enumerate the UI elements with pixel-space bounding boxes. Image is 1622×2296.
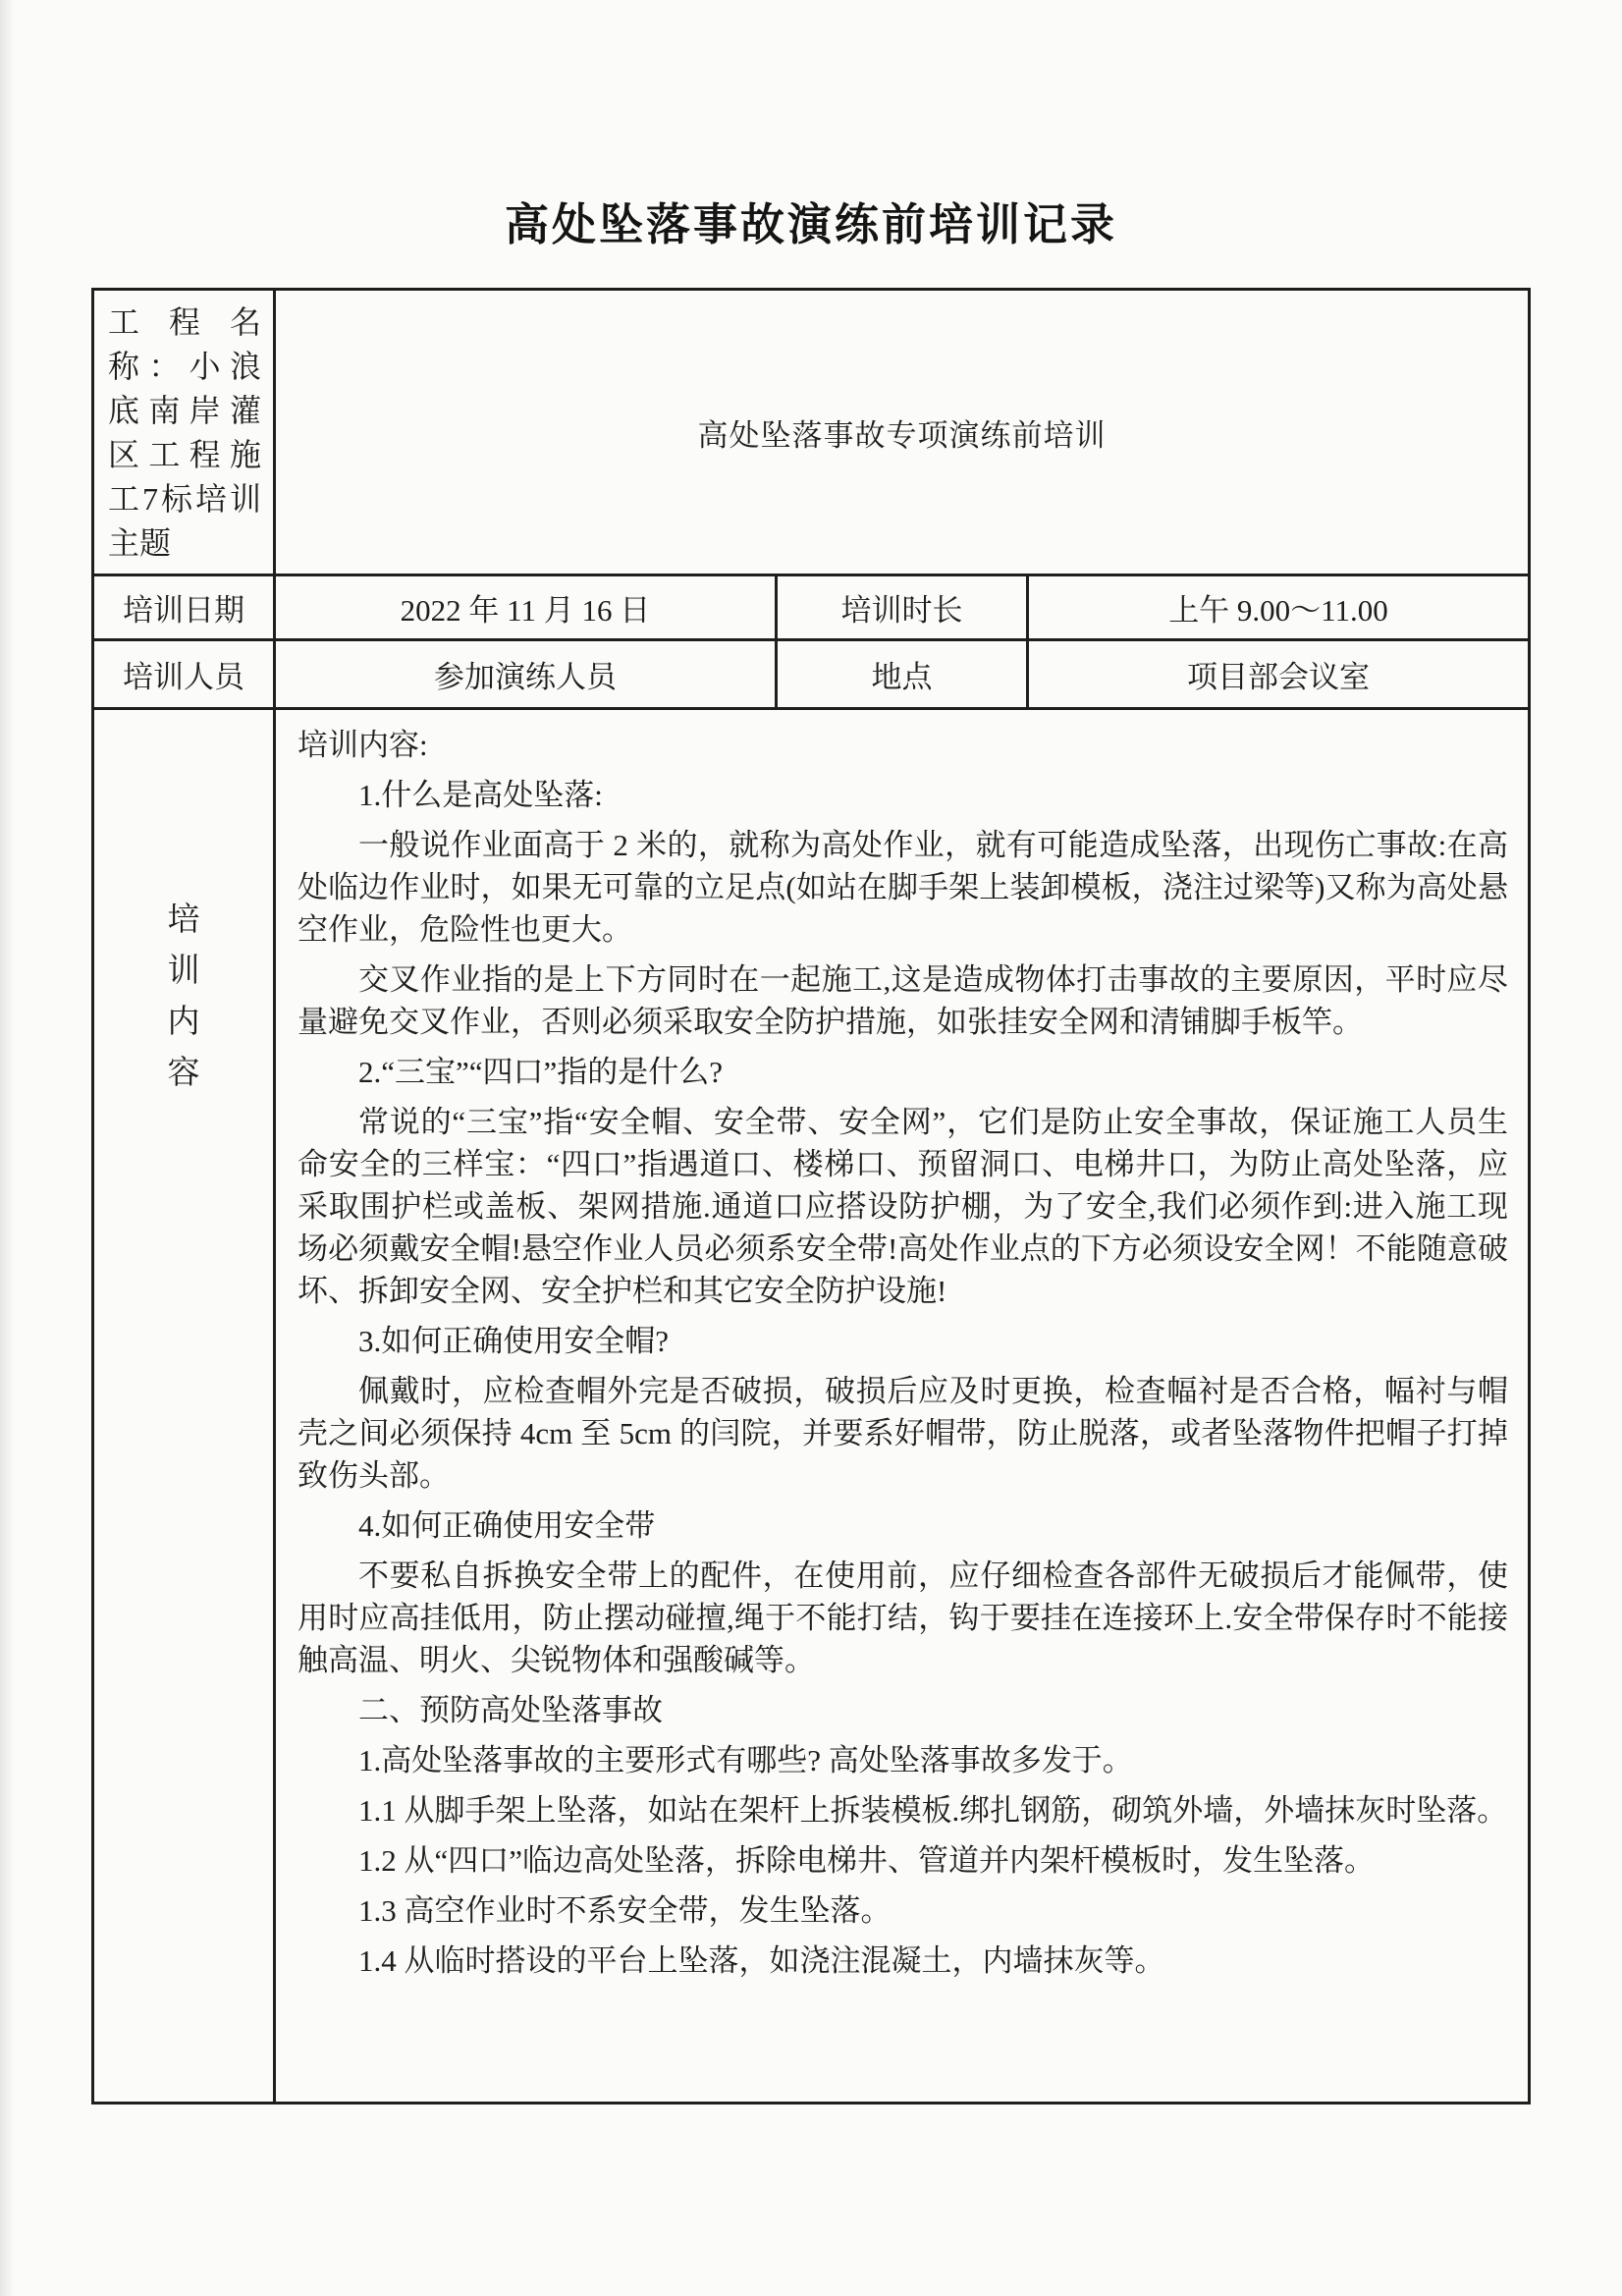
content-side-label xyxy=(92,709,274,2104)
content-paragraph: 1.高处坠落事故的主要形式有哪些? 高处坠落事故多发于。 xyxy=(357,1743,1133,1777)
content-row xyxy=(92,709,1529,2104)
content-paragraph: 二、预防高处坠落事故 xyxy=(357,1693,663,1727)
content-side-label-char: 容 xyxy=(167,1056,200,1091)
content-paragraph: 佩戴时，应检查帽外完是否破损，破损后应及时更换，检查幅衬是否合格，幅衬与帽壳之间必须保持 4cm 至 5cm 的闫院，并要系好帽带，防止脱落，或者坠落物件把帽子打掉致伤头部。 xyxy=(297,1374,1508,1493)
location-label: 地点 xyxy=(776,640,1027,709)
training-duration-label: 培训时长 xyxy=(776,575,1027,640)
content-paragraph: 1.1 从脚手架上坠落，如站在架杆上拆装模板.绑扎钢筋，砌筑外墙，外墙抹灰时坠落。 xyxy=(357,1793,1508,1828)
content-paragraph: 1.2 从“四口”临边高处坠落，拆除电梯井、管道并内架杆模板时，发生坠落。 xyxy=(357,1843,1375,1878)
training-date-value: 2022 年 11 月 16 日 xyxy=(274,575,776,640)
date-row xyxy=(92,575,1529,640)
people-row xyxy=(92,640,1529,709)
location-value: 项目部会议室 xyxy=(1027,640,1529,709)
content-paragraph: 2.“三宝”“四口”指的是什么? xyxy=(357,1055,724,1089)
content-paragraph: 1.3 高空作业时不系安全带，发生坠落。 xyxy=(357,1893,892,1928)
content-paragraph: 1.什么是高处坠落: xyxy=(357,778,603,812)
content-side-label-char: 培 xyxy=(167,902,200,938)
content-side-label-char: 训 xyxy=(167,954,200,989)
training-record-table xyxy=(91,288,1531,2105)
training-content-cell xyxy=(274,709,1529,2104)
training-topic-cell: 高处坠落事故专项演练前培训 xyxy=(274,290,1529,575)
content-paragraph: 4.如何正确使用安全带 xyxy=(357,1508,656,1543)
content-paragraph: 常说的“三宝”指“安全帽、安全带、安全网”，它们是防止安全事故，保证施工人员生命安全的三样宝：“四口”指遇道口、楼梯口、预留洞口、电梯井口，为防止高处坠落，应采取围护栏或盖板、架网措施.通道口应搭设防护棚，为了安全,我们必须作到:进入施工现场必须戴安全帽!悬空作业人员必须系安全带!高处作业点的下方必须设安全网！不能随意破坏、拆卸安全网、安全护栏和其它安全防护设施! xyxy=(297,1105,1508,1308)
content-paragraph: 不要私自拆换安全带上的配件，在使用前，应仔细检查各部件无破损后才能佩带，使用时应高挂低用，防止摆动碰擅,绳于不能打结，钩于要挂在连接环上.安全带保存时不能接触高温、明火、尖锐物体和强酸碱等。 xyxy=(297,1558,1508,1677)
content-side-label-char: 内 xyxy=(167,1005,200,1040)
training-duration-value: 上午 9.00～11.00 xyxy=(1027,575,1529,640)
trainees-value: 参加演练人员 xyxy=(274,640,776,709)
training-date-label: 培训日期 xyxy=(92,575,274,640)
project-name-cell: 工程名称：小浪底南岸灌区工程施工7标培训主题 xyxy=(92,290,274,575)
content-paragraph: 一般说作业面高于 2 米的，就称为高处作业，就有可能造成坠落，出现伤亡事故:在高处临边作业时，如果无可靠的立足点(如站在脚手架上装卸模板，浇注过梁等)又称为高处悬空作业，危险性也更大。 xyxy=(297,828,1508,947)
content-paragraph: 交叉作业指的是上下方同时在一起施工,这是造成物体打击事故的主要原因，平时应尽量避免交叉作业，否则必须采取安全防护措施，如张挂安全网和清铺脚手板竿。 xyxy=(297,962,1508,1039)
content-paragraph: 培训内容: xyxy=(297,728,428,762)
project-row xyxy=(92,290,1529,575)
content-paragraph: 1.4 从临时搭设的平台上坠落，如浇注混凝土，内墙抹灰等。 xyxy=(357,1943,1165,1978)
content-paragraph: 3.如何正确使用安全帽? xyxy=(357,1324,669,1358)
page-title: 高处坠落事故演练前培训记录 xyxy=(504,200,1117,249)
trainees-label: 培训人员 xyxy=(92,640,274,709)
